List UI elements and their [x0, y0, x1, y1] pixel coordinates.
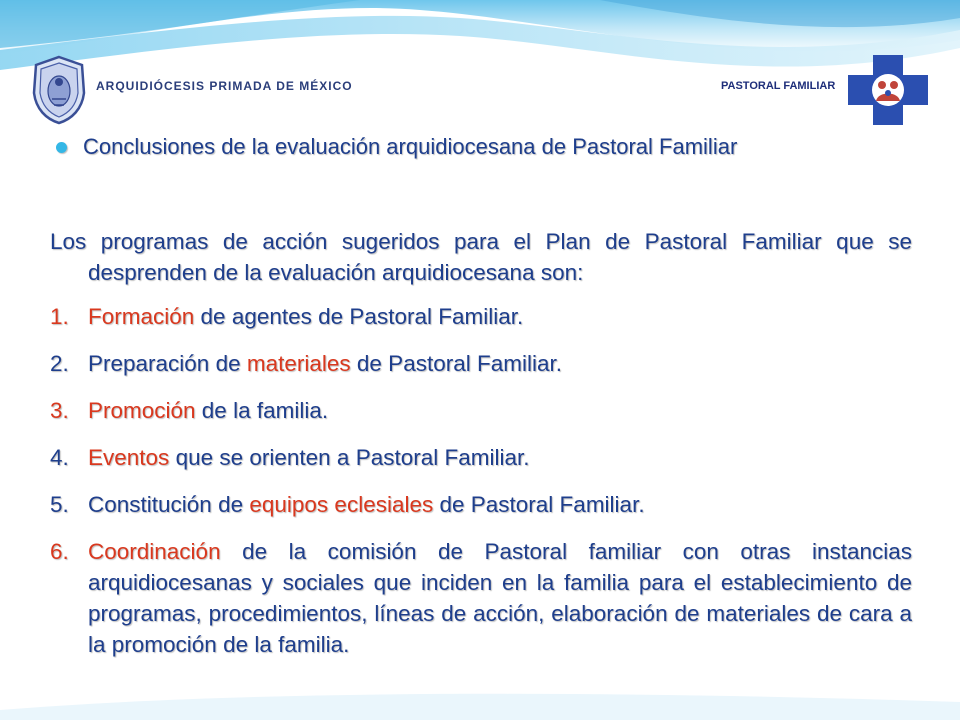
item-text-after: de Pastoral Familiar.: [433, 492, 645, 517]
item-text-after: que se orienten a Pastoral Familiar.: [169, 445, 530, 470]
item-number: 2.: [50, 351, 69, 376]
item-number: 1.: [50, 304, 69, 329]
section-label: PASTORAL FAMILIAR: [721, 80, 836, 92]
item-number: 6.: [50, 539, 69, 564]
list-item: [50, 395, 912, 426]
item-highlight: Coordinación: [88, 539, 221, 564]
title-text: Conclusiones de la evaluación arquidiocesana de Pastoral Familiar: [83, 134, 738, 159]
item-text-after: de agentes de Pastoral Familiar.: [194, 304, 524, 329]
item-text-after: de Pastoral Familiar.: [350, 351, 562, 376]
item-text-after: de la familia.: [195, 398, 329, 423]
pastoral-familiar-logo-icon: [848, 55, 928, 125]
archdiocese-seal-icon: [30, 55, 88, 125]
list-item: [50, 348, 912, 379]
item-highlight: Promoción: [88, 398, 196, 423]
item-text-after: de la comisión de Pastoral familiar con otras instancias arquidiocesanas y sociales que inciden en la familia para el establecimiento de programas, procedimientos, líneas de acción, elaboración de materiales de cara a la promoción de la familia.: [88, 539, 912, 657]
action-program-list: [50, 301, 912, 660]
item-highlight: materiales: [246, 351, 351, 376]
item-number: 3.: [50, 398, 69, 423]
organization-name: ARQUIDIÓCESIS PRIMADA DE MÉXICO: [96, 79, 353, 93]
list-item: [50, 301, 912, 332]
bullet-icon: [56, 142, 67, 153]
content-body: [50, 226, 912, 676]
footer-wave: [0, 680, 960, 720]
list-item: [50, 489, 912, 520]
item-highlight: Eventos: [88, 445, 170, 470]
intro-paragraph: Los programas de acción sugeridos para el Plan de Pastoral Familiar que se desprenden de la evaluación arquidiocesana son:: [50, 229, 912, 285]
slide-title: [56, 134, 737, 160]
item-text-before: Preparación de: [88, 351, 247, 376]
item-text-before: Constitución de: [88, 492, 250, 517]
item-number: 4.: [50, 445, 69, 470]
item-highlight: equipos eclesiales: [249, 492, 434, 517]
list-item: [50, 536, 912, 660]
item-highlight: Formación: [88, 304, 195, 329]
item-number: 5.: [50, 492, 69, 517]
header-wave-background: [0, 0, 960, 150]
list-item: [50, 442, 912, 473]
